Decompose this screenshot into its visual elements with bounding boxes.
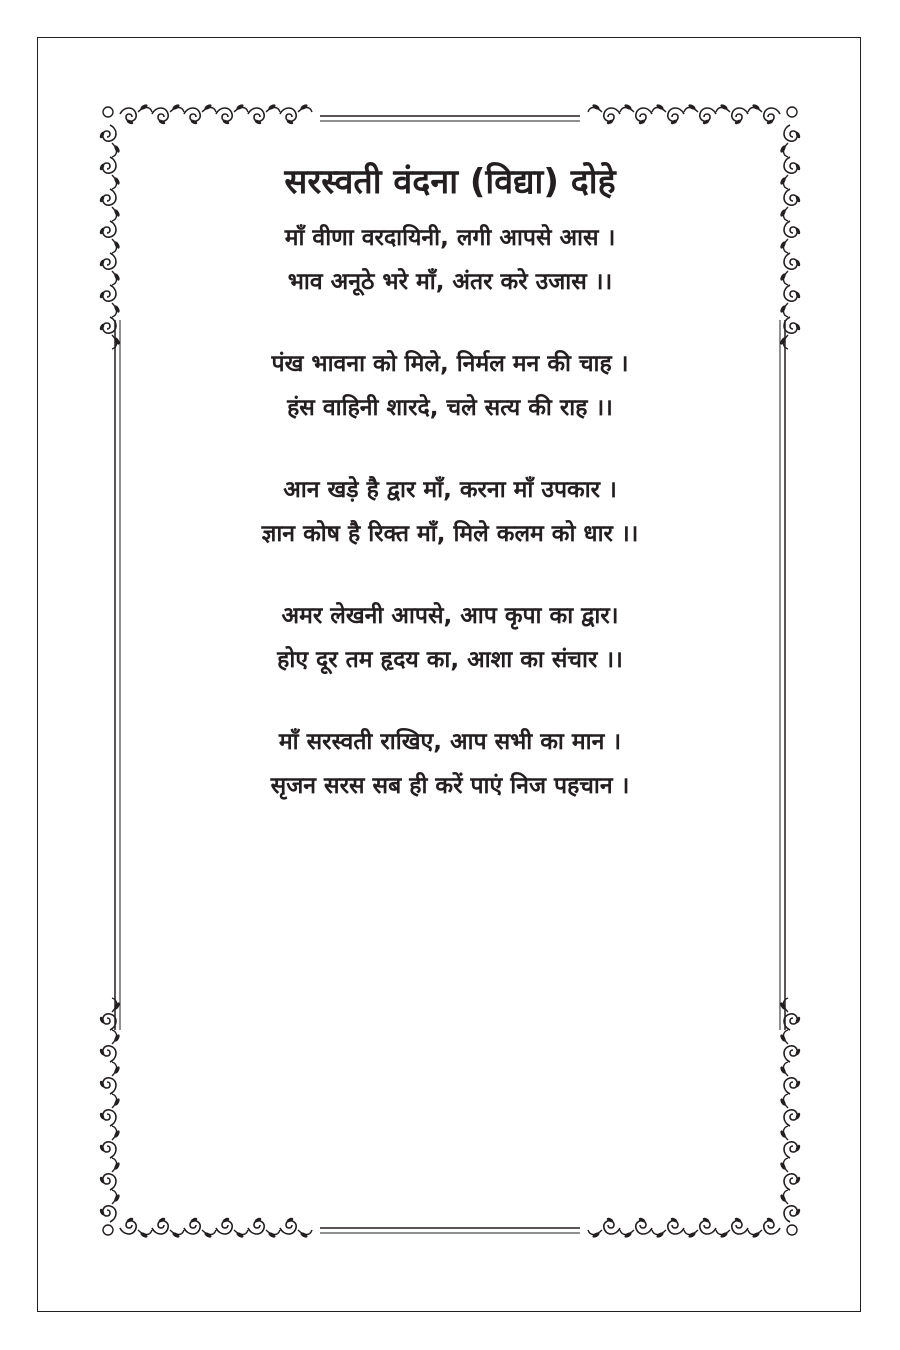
verse-line: होए दूर तम हृदय का, आशा का संचार ।।	[277, 647, 623, 674]
stanza	[140, 216, 760, 304]
stanza	[140, 594, 760, 682]
verse-line: हंस वाहिनी शारदे, चले सत्य की राह ।।	[287, 395, 613, 422]
verse-line: सृजन सरस सब ही करें पाएं निज पहचान ।	[270, 773, 630, 800]
stanza	[140, 342, 760, 430]
verse-line: अमर लेखनी आपसे, आप कृपा का द्वार।	[281, 603, 619, 630]
poem-content	[140, 160, 760, 846]
stanza	[140, 468, 760, 556]
verse-line: माँ सरस्वती राखिए, आप सभी का मान ।	[278, 729, 622, 756]
verse-line: पंख भावना को मिले, निर्मल मन की चाह ।	[271, 351, 629, 378]
verse-line: माँ वीणा वरदायिनी, लगी आपसे आस ।	[284, 225, 616, 252]
poem-title: सरस्वती वंदना (विद्या) दोहे	[284, 162, 616, 202]
verse-line: भाव अनूठे भरे माँ, अंतर करे उजास ।।	[287, 269, 613, 296]
verse-line: ज्ञान कोष है रिक्त माँ, मिले कलम को धार ।।	[261, 521, 639, 548]
stanza	[140, 720, 760, 808]
verse-line: आन खड़े है द्वार माँ, करना माँ उपकार ।	[283, 477, 617, 504]
